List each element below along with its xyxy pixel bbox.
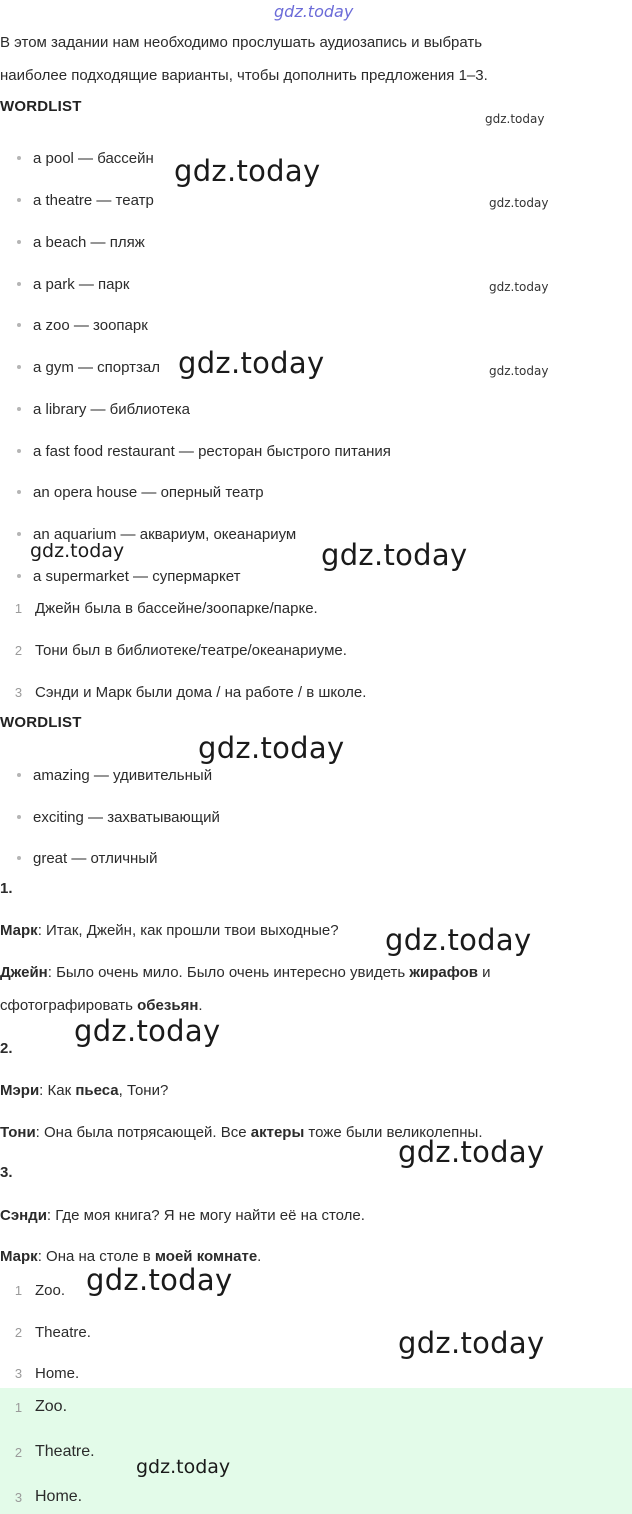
list-item-text: a zoo — зоопарк — [33, 316, 148, 334]
list-item-text: a supermarket — супермаркет — [33, 567, 241, 585]
list-item — [0, 398, 190, 420]
watermark: gdz.today — [30, 540, 125, 562]
line-text: сфотографировать — [0, 997, 138, 1014]
bullet-icon — [17, 856, 21, 860]
list-item-text: a park — парк — [33, 275, 130, 293]
list-item-text: great — отличный — [33, 849, 158, 867]
line-text: . — [198, 997, 203, 1014]
watermark-top: gdz.today — [274, 2, 354, 21]
answer-box — [0, 1388, 632, 1514]
watermark: gdz.today — [86, 1263, 233, 1297]
final-answer-item — [0, 1396, 67, 1418]
item-number: 1 — [14, 1399, 23, 1415]
list-item — [0, 273, 129, 295]
dialogue-number: 2. — [0, 1040, 13, 1057]
sentence-text: Джейн была в бассейне/зоопарке/парке. — [35, 599, 318, 617]
item-number: 3 — [14, 684, 23, 700]
list-item-text: a theatre — театр — [33, 191, 154, 209]
bullet-icon — [17, 282, 21, 286]
list-item — [0, 356, 160, 378]
wordlist-heading: WORDLIST — [0, 714, 82, 731]
item-number: 2 — [14, 1324, 23, 1340]
bullet-icon — [17, 449, 21, 453]
bullet-icon — [17, 365, 21, 369]
item-number: 1 — [14, 600, 23, 616]
bullet-icon — [17, 773, 21, 777]
answer-text: Zoo. — [35, 1281, 66, 1299]
answer-item — [0, 1279, 65, 1301]
answer-text: Zoo. — [35, 1398, 68, 1415]
watermark-small: gdz.today — [489, 196, 549, 210]
watermark-small: gdz.today — [485, 112, 545, 126]
bullet-icon — [17, 815, 21, 819]
sentence-item — [0, 639, 347, 661]
watermark: gdz.today — [198, 731, 345, 765]
watermark: gdz.today — [321, 538, 468, 572]
watermark: gdz.today — [74, 1014, 221, 1048]
answer-text: Home. — [35, 1488, 83, 1505]
watermark: gdz.today — [136, 1456, 231, 1478]
line-text: тоже были великолепны. — [304, 1124, 483, 1141]
answer-text: Home. — [35, 1364, 80, 1382]
bullet-icon — [17, 574, 21, 578]
list-item — [0, 231, 145, 253]
bullet-icon — [17, 490, 21, 494]
list-item-text: a gym — спортзал — [33, 358, 161, 376]
line-bold: жирафов — [409, 964, 479, 981]
list-item-text: a pool — бассейн — [33, 149, 154, 167]
watermark: gdz.today — [398, 1135, 545, 1169]
line-bold: моей комнате — [154, 1248, 258, 1265]
line-text: . — [257, 1248, 262, 1265]
line-text: и — [478, 964, 491, 981]
watermark: gdz.today — [174, 154, 321, 188]
final-answer-item — [0, 1441, 95, 1463]
list-item-text: a fast food restaurant — ресторан быстрого питания — [33, 442, 391, 460]
line-text: : Она на столе в — [37, 1248, 155, 1265]
line-text: , Тони? — [118, 1082, 169, 1099]
bullet-icon — [17, 323, 21, 327]
line-text: : Как — [39, 1082, 76, 1099]
dialogue-line — [0, 1082, 168, 1099]
dialogue-number: 1. — [0, 880, 13, 897]
bullet-icon — [17, 198, 21, 202]
sentence-text: Тони был в библиотеке/театре/океанариуме. — [35, 641, 347, 659]
line-bold: актеры — [250, 1124, 305, 1141]
item-number: 3 — [14, 1365, 23, 1381]
dialogue-line — [0, 922, 339, 939]
list-item-text: an aquarium — аквариум, океанариум — [33, 525, 297, 543]
list-item-text: exciting — захватывающий — [33, 808, 220, 826]
list-item — [0, 764, 212, 786]
item-number: 3 — [14, 1489, 23, 1505]
speaker: Марк — [0, 922, 38, 939]
list-item — [0, 147, 154, 169]
line-text: : Она была потрясающей. Все — [35, 1124, 251, 1141]
sentence-item — [0, 597, 318, 619]
line-text: : Было очень мило. Было очень интересно увидеть — [47, 964, 410, 981]
list-item-text: an opera house — оперный театр — [33, 483, 264, 501]
dialogue-line — [0, 1207, 365, 1224]
line-bold: пьеса — [75, 1082, 119, 1099]
watermark-small: gdz.today — [489, 364, 549, 378]
speaker: Тони — [0, 1124, 36, 1141]
bullet-icon — [17, 240, 21, 244]
dialogue-line — [0, 997, 203, 1014]
sentence-item — [0, 681, 366, 703]
list-item — [0, 806, 220, 828]
line-text: : Где моя книга? Я не могу найти её на столе. — [46, 1207, 365, 1224]
final-answer-item — [0, 1486, 82, 1508]
list-item — [0, 481, 264, 503]
item-number: 2 — [14, 642, 23, 658]
answer-text: Theatre. — [35, 1323, 91, 1341]
intro-line-1: В этом задании нам необходимо прослушать аудиозапись и выбрать — [0, 34, 483, 51]
answer-item — [0, 1321, 91, 1343]
watermark: gdz.today — [178, 346, 325, 380]
list-item — [0, 565, 240, 587]
list-item-text: a library — библиотека — [33, 400, 190, 418]
line-bold: обезьян — [137, 997, 199, 1014]
watermark-small: gdz.today — [489, 280, 549, 294]
list-item — [0, 440, 391, 462]
answer-item — [0, 1362, 79, 1384]
dialogue-line — [0, 964, 491, 981]
watermark: gdz.today — [398, 1326, 545, 1360]
bullet-icon — [17, 156, 21, 160]
list-item — [0, 847, 157, 869]
intro-line-2: наиболее подходящие варианты, чтобы дополнить предложения 1–3. — [0, 67, 488, 84]
list-item-text: a beach — пляж — [33, 233, 145, 251]
sentence-text: Сэнди и Марк были дома / на работе / в школе. — [35, 683, 367, 701]
dialogue-number: 3. — [0, 1164, 13, 1181]
bullet-icon — [17, 407, 21, 411]
line-text: : Итак, Джейн, как прошли твои выходные? — [37, 922, 339, 939]
list-item-text: amazing — удивительный — [33, 766, 213, 784]
list-item — [0, 189, 154, 211]
item-number: 2 — [14, 1444, 23, 1460]
item-number: 1 — [14, 1282, 23, 1298]
list-item — [0, 314, 148, 336]
wordlist-heading: WORDLIST — [0, 98, 82, 115]
speaker: Сэнди — [0, 1207, 47, 1224]
speaker: Мэри — [0, 1082, 40, 1099]
speaker: Джейн — [0, 964, 48, 981]
bullet-icon — [17, 532, 21, 536]
speaker: Марк — [0, 1248, 38, 1265]
answer-text: Theatre. — [35, 1443, 95, 1460]
watermark: gdz.today — [385, 923, 532, 957]
